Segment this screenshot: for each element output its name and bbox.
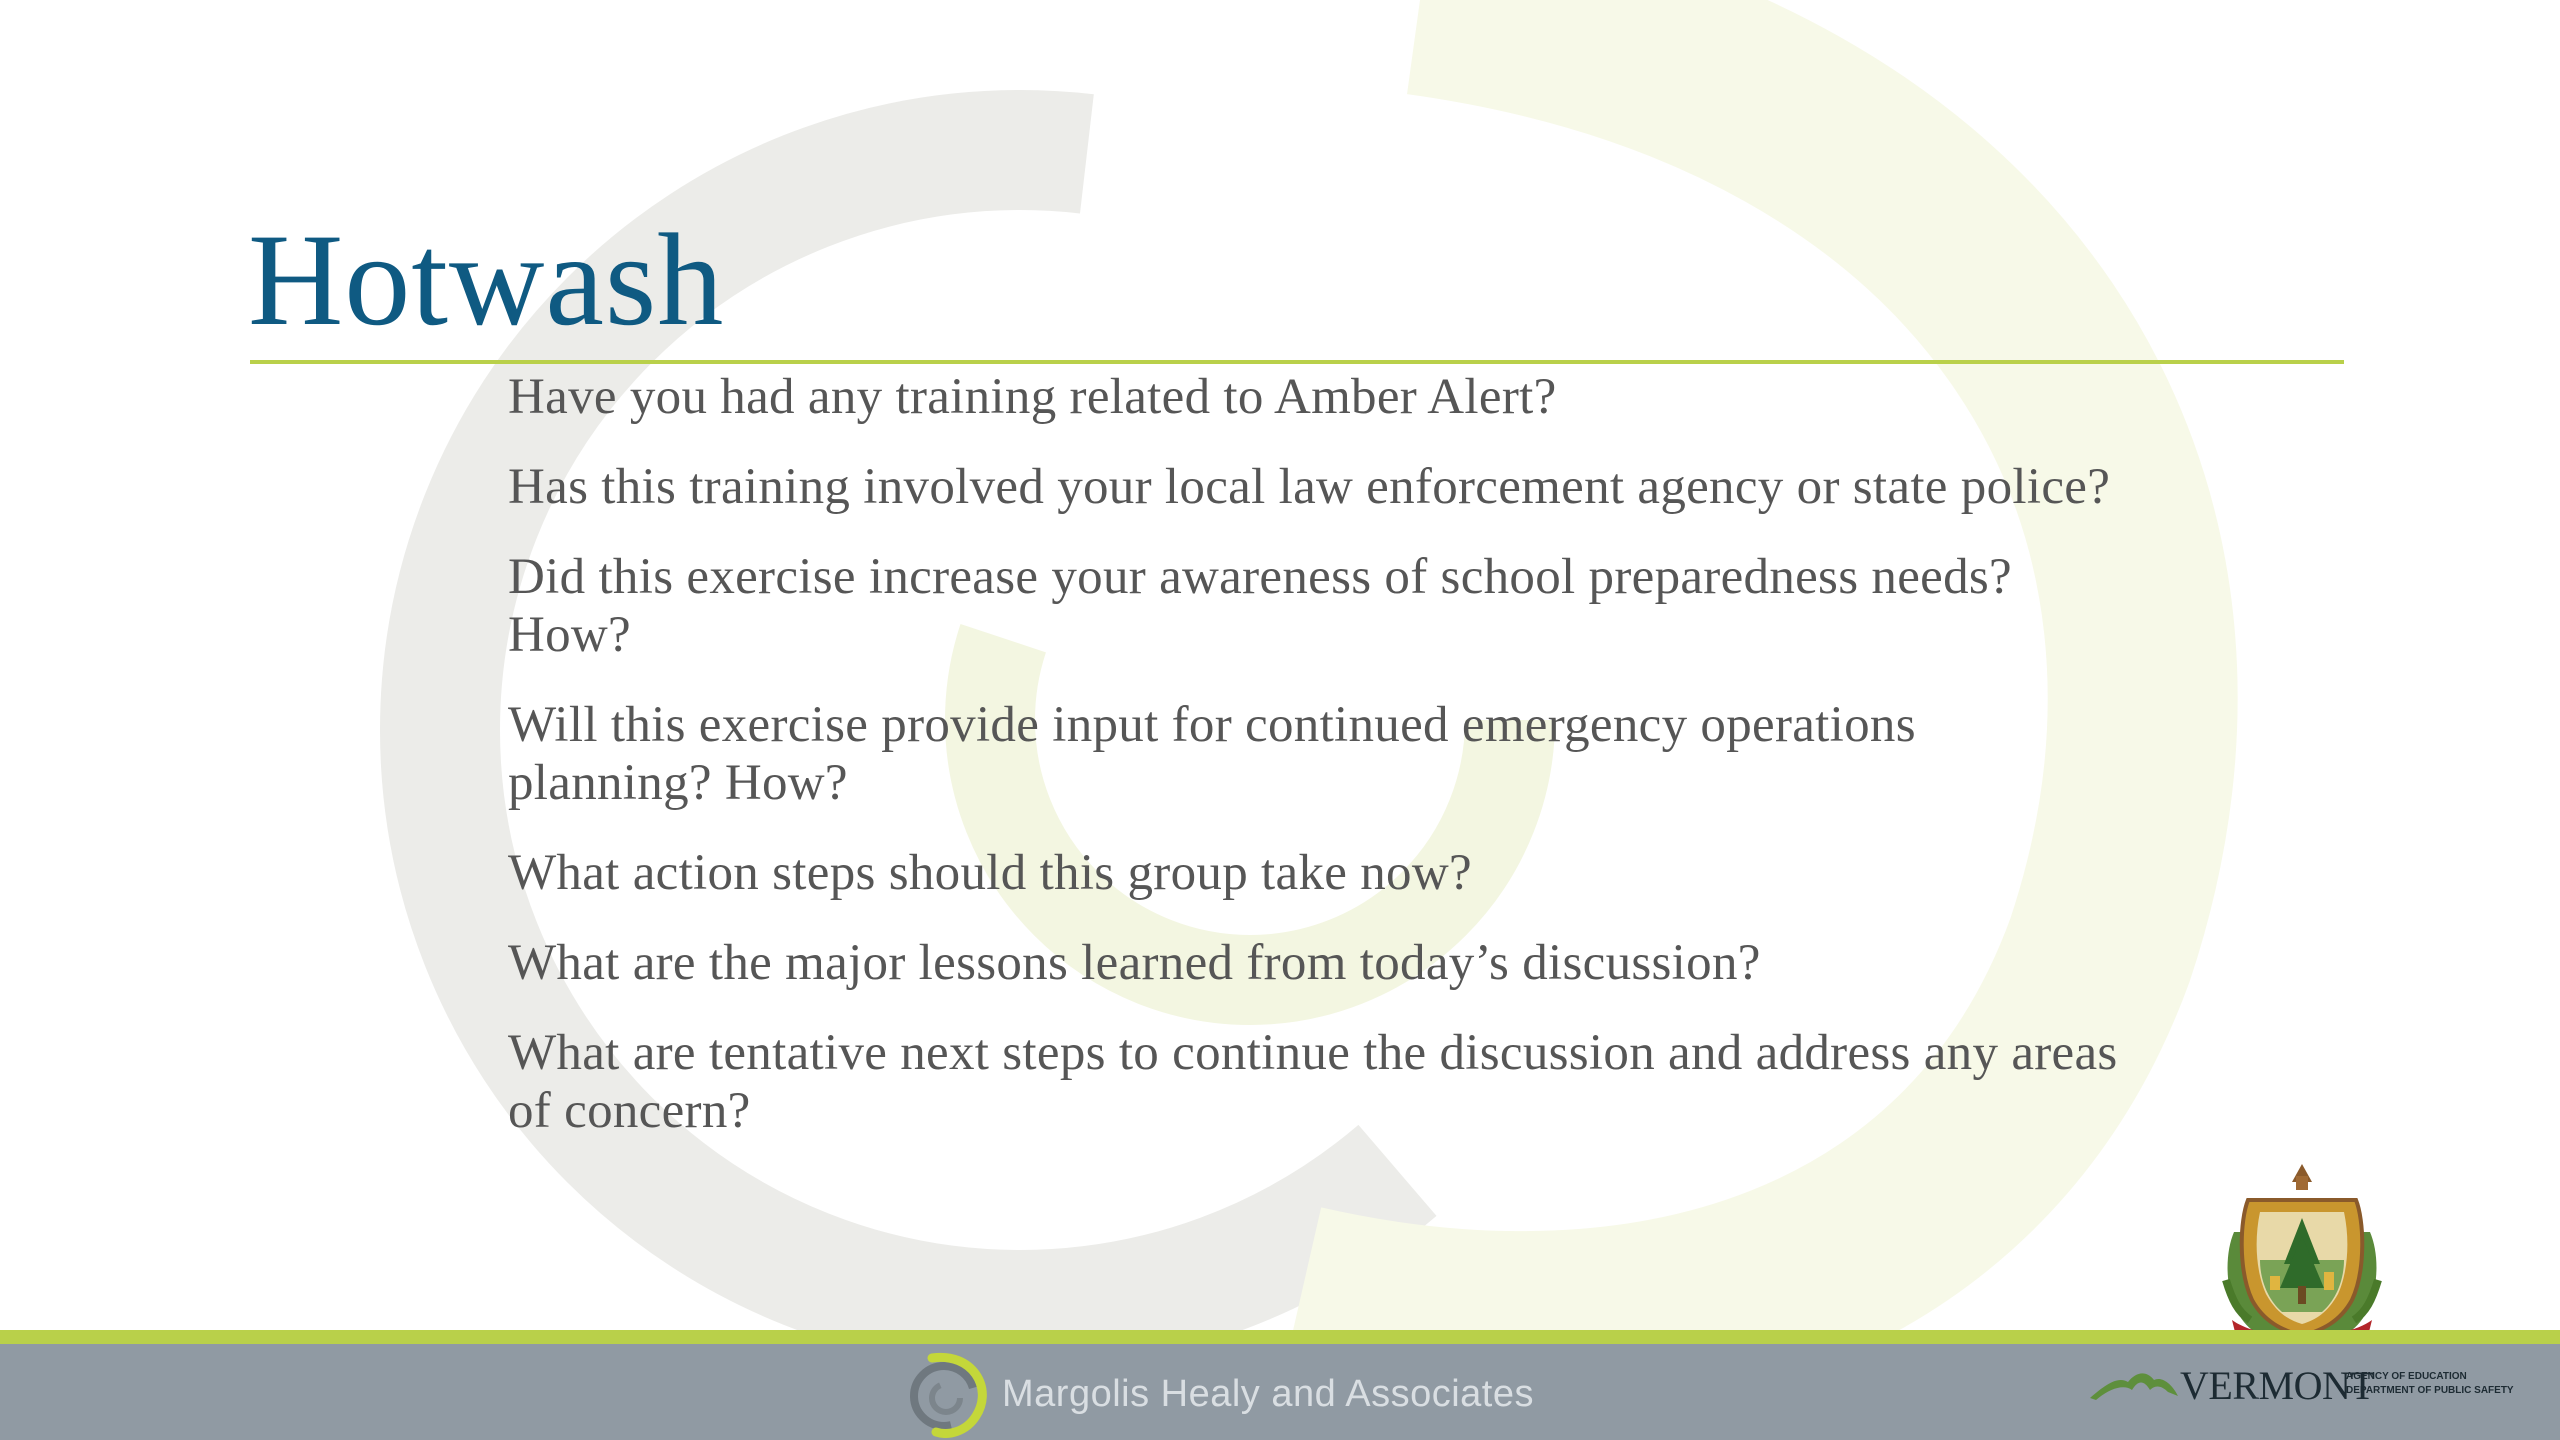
question-item: What are tentative next steps to continue the discussion and address any areas of concern? [508, 1025, 2118, 1139]
footer-accent-stripe [0, 1330, 2560, 1344]
swirl-logo-icon [902, 1348, 992, 1438]
footer-organization-name: Margolis Healy and Associates [1002, 1373, 1534, 1415]
mountain-icon [2088, 1366, 2180, 1402]
footer-agency-education: AGENCY OF EDUCATION [2346, 1371, 2467, 1382]
title-divider [250, 360, 2344, 364]
question-item: Did this exercise increase your awareness of school preparedness needs? How? [508, 549, 2012, 663]
page-title: Hotwash [248, 206, 725, 353]
question-item: What are the major lessons learned from today’s discussion? [508, 935, 1761, 991]
question-item: What action steps should this group take now? [508, 845, 1472, 901]
footer-agency-public-safety: DEPARTMENT OF PUBLIC SAFETY [2346, 1385, 2514, 1396]
question-item: Will this exercise provide input for continued emergency operations planning? How? [508, 697, 1916, 811]
question-list [508, 368, 2128, 1172]
footer-agency-names [2346, 1370, 2514, 1398]
footer-state-name: VERMONT [2180, 1363, 2375, 1408]
vermont-coat-of-arms-icon [2212, 1160, 2392, 1350]
question-item: Have you had any training related to Amber Alert? [508, 369, 1557, 425]
question-item: Has this training involved your local law enforcement agency or state police? [508, 459, 2111, 515]
